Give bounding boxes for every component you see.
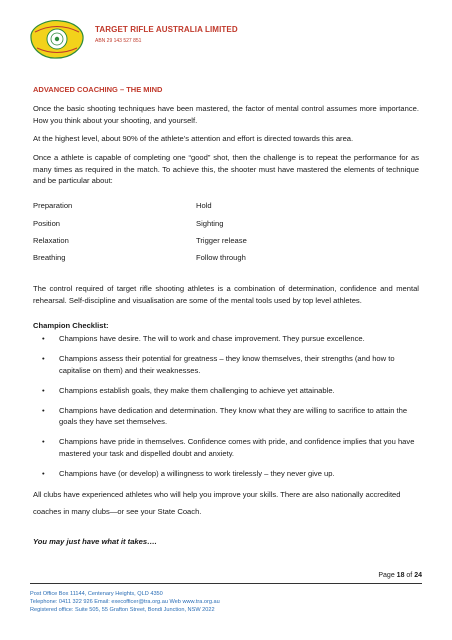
technique-item: Trigger release bbox=[196, 236, 247, 245]
technique-item: Relaxation bbox=[33, 236, 69, 245]
footer-address: Post Office Box 11144, Centenary Heights, QLD 4350 bbox=[30, 591, 163, 597]
list-item bbox=[33, 353, 419, 376]
rifle-association-emblem-icon bbox=[27, 17, 87, 61]
technique-item: Sighting bbox=[196, 219, 224, 228]
section-title: ADVANCED COACHING – THE MIND bbox=[33, 85, 163, 94]
technique-item: Follow through bbox=[196, 253, 246, 262]
technique-item: Position bbox=[33, 219, 61, 228]
footer-registered-office: Registered office: Suite 505, 55 Grafton Street, Bondi Junction, NSW 2022 bbox=[30, 607, 215, 613]
champion-checklist bbox=[33, 333, 419, 488]
list-item-text: Champions establish goals, they make them challenging to achieve yet attainable. bbox=[59, 385, 335, 395]
bullet-icon: • bbox=[42, 405, 45, 415]
footer bbox=[30, 590, 220, 614]
current-page: 18 bbox=[396, 572, 405, 579]
list-item-text: Champions have (or develop) a willingness to work tirelessly – they never give up. bbox=[59, 468, 335, 478]
list-item bbox=[33, 405, 419, 428]
technique-item: Preparation bbox=[33, 201, 73, 210]
bullet-icon: • bbox=[42, 334, 45, 343]
clubs-paragraph: All clubs have experienced athletes who will help you improve your skills. There are also nationally accredited coaches in many clubs—or see your State Coach. bbox=[33, 490, 401, 516]
technique-item: Hold bbox=[196, 201, 212, 210]
list-item-text: Champions have pride in themselves. Confidence comes with pride, and confidence implies that you have mastered your task and dispelled doubt and anxiety. bbox=[59, 437, 415, 458]
list-item bbox=[33, 333, 419, 345]
bullet-icon: • bbox=[42, 385, 45, 395]
list-item bbox=[33, 468, 419, 480]
checklist-heading: Champion Checklist: bbox=[33, 321, 109, 330]
organisation-abn: ABN 29 143 527 851 bbox=[95, 38, 142, 44]
list-item bbox=[33, 385, 419, 397]
footer-contact: Telephone: 0411 322 926 Email: execofficer@tra.org.au Web www.tra.org.au bbox=[30, 599, 220, 605]
list-item-text: Champions assess their potential for greatness – they know themselves, their strengths (and how to capitalise on them) and their weaknesses. bbox=[59, 354, 395, 375]
bullet-icon: • bbox=[42, 468, 45, 478]
list-item-text: Champions have desire. The will to work and chase improvement. They pursue excellence. bbox=[59, 334, 365, 343]
intro-paragraph: Once the basic shooting techniques have been mastered, the factor of mental control assumes more importance. How you think about your shooting, and yourself. bbox=[33, 104, 419, 125]
page-number: Page 18 of 24 bbox=[378, 572, 422, 579]
list-item bbox=[33, 436, 419, 459]
organisation-name: TARGET RIFLE AUSTRALIA LIMITED bbox=[95, 25, 238, 34]
footer-divider bbox=[30, 583, 422, 584]
technique-paragraph: Once a athlete is capable of completing one “good” shot, then the challenge is to repeat the performance for as many times as required in the match. To achieve this, the shooter must have mastered the elements of technique and be particular about: bbox=[33, 153, 419, 185]
closing-line: You may just have what it takes…. bbox=[33, 537, 157, 546]
bullet-icon: • bbox=[42, 437, 45, 446]
technique-item: Breathing bbox=[33, 253, 66, 262]
bullet-icon: • bbox=[42, 354, 45, 363]
attention-paragraph: At the highest level, about 90% of the athlete’s attention and effort is directed towards this area. bbox=[33, 134, 354, 143]
control-paragraph: The control required of target rifle shooting athletes is a combination of determination, confidence and mental rehearsal. Self-discipline and visualisation are some of the mental tools used by top level athletes. bbox=[33, 284, 419, 305]
total-pages: 24 bbox=[414, 572, 422, 579]
list-item-text: Champions have dedication and determination. They know what they are willing to sacrifice to attain the goals they have set themselves. bbox=[59, 405, 408, 426]
